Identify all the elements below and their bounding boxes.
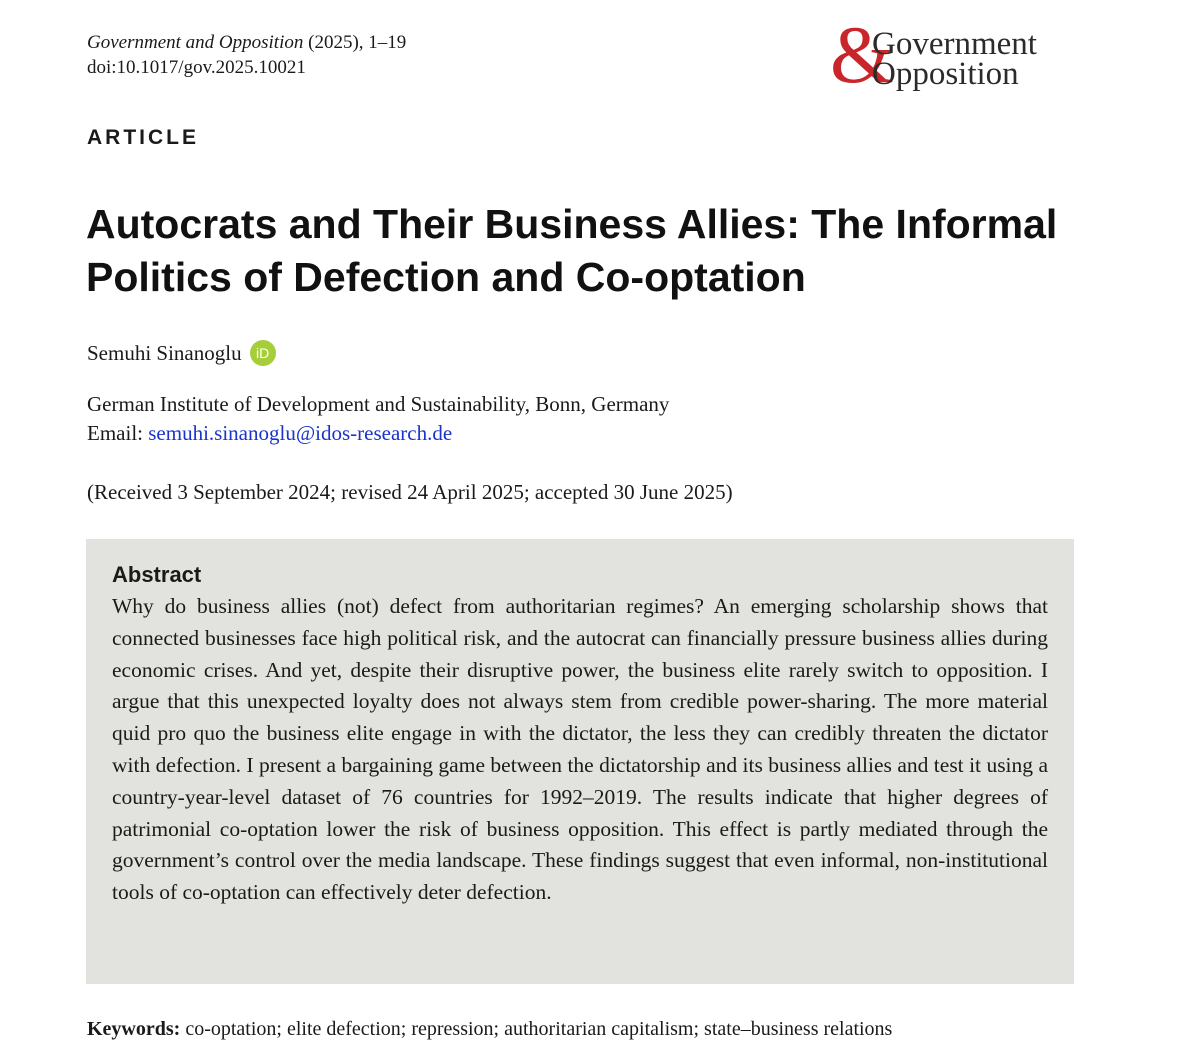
email-link[interactable]: semuhi.sinanoglu@idos-research.de — [148, 421, 453, 445]
email-line — [87, 419, 669, 448]
logo-word-opposition: Opposition — [872, 56, 1019, 92]
doi[interactable]: doi:10.1017/gov.2025.10021 — [87, 57, 306, 78]
affiliation: German Institute of Development and Sustainability, Bonn, Germany — [87, 392, 670, 416]
journal-logo — [830, 9, 1080, 100]
abstract-box — [86, 539, 1074, 984]
keywords-label: Keywords: — [87, 1018, 181, 1040]
keywords-text: co-optation; elite defection; repression; authoritarian capitalism; state–business relations — [180, 1018, 893, 1040]
keywords-line — [87, 1015, 892, 1043]
logo-word-government: Government — [872, 26, 1037, 62]
journal-citation: (2025), 1–19 — [303, 32, 407, 53]
author-name: Semuhi Sinanoglu — [87, 341, 242, 365]
affiliation-block — [87, 390, 669, 448]
orcid-icon[interactable]: iD — [250, 340, 276, 366]
author-row — [87, 339, 276, 367]
abstract-text: Why do business allies (not) defect from authoritarian regimes? An emerging scholarship shows that connected businesses face high political risk, and the autocrat can financially pressure business allies during economic crises. And yet, despite their disruptive power, the business elite rarely switch to opposition. I argue that this unexpected loyalty does not always stem from credible power-sharing. The more material quid pro quo the business elite engage in with the dictator, the less they can credibly threaten the dictator with defection. I present a bargaining game between the dictatorship and its business allies and test it using a country-year-level dataset of 76 countries for 1992–2019. The results indicate that higher degrees of patrimonial co-optation lower the risk of business opposition. This effect is partly mediated through the government’s control over the media landscape. These findings suggest that even informal, non-institutional tools of co-optation can effectively deter defection. — [112, 594, 1048, 905]
logo-ampersand: & — [830, 9, 894, 100]
article-type-label: ARTICLE — [87, 126, 199, 149]
citation-header — [87, 30, 406, 80]
abstract-heading: Abstract — [112, 562, 202, 587]
article-title: Autocrats and Their Business Allies: The Informal Politics of Defection and Co-optation — [86, 201, 1058, 300]
citation-line — [87, 30, 406, 55]
received-dates: (Received 3 September 2024; revised 24 April 2025; accepted 30 June 2025) — [87, 480, 733, 504]
journal-name: Government and Opposition — [87, 32, 304, 53]
email-label: Email: — [87, 421, 149, 445]
